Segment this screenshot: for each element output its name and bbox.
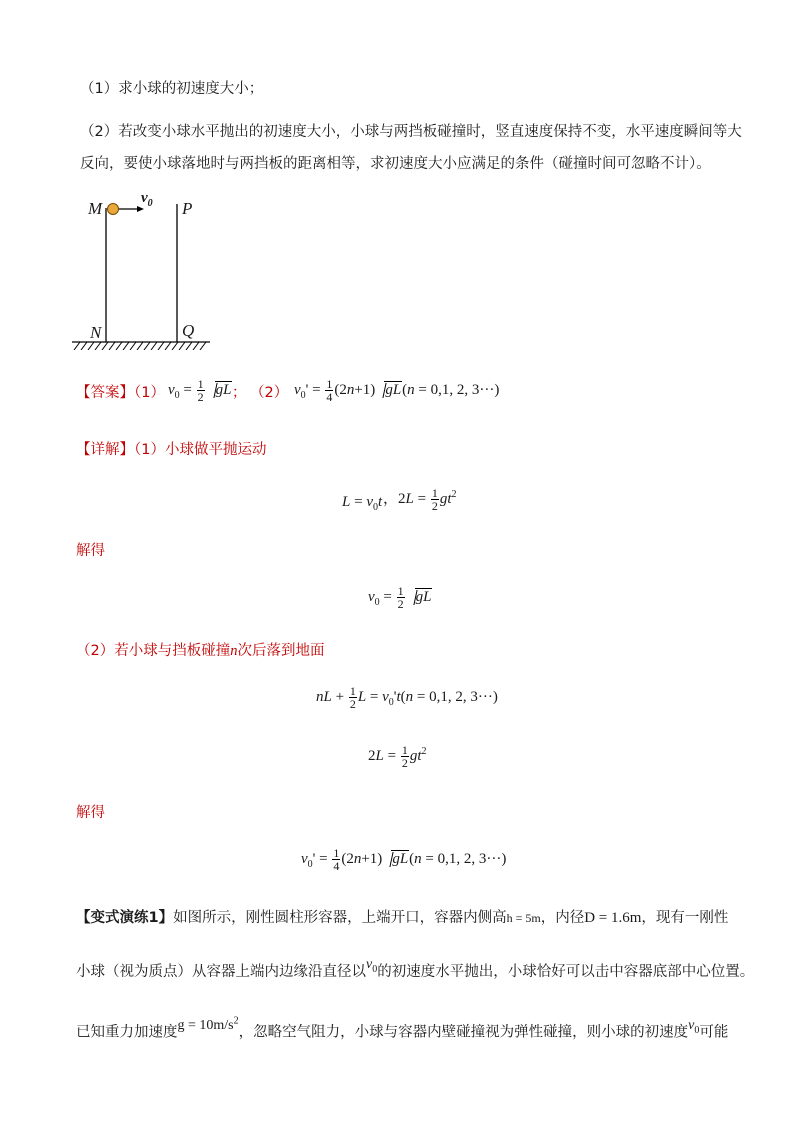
variant-line-3: 已知重力加速度$g = 10m/s^2$，忽略空气阻力，小球与容器内壁碰撞视为弹性碰撞，则小球的初速度$v_0$可能 bbox=[76, 1015, 729, 1041]
question-2-line-1: （2）若改变小球水平抛出的初速度大小，小球与两挡板碰撞时，竖直速度保持不变，水平速度瞬间等大 bbox=[80, 124, 742, 140]
detail-line-2: （2）若小球与挡板碰撞n次后落到地面 bbox=[76, 643, 325, 659]
g-value: $g = 10m/s^2$ bbox=[177, 1015, 239, 1033]
label-n: N bbox=[90, 323, 102, 342]
h-value: h = 5m bbox=[506, 911, 541, 925]
v0-symbol: $v_0$ bbox=[366, 957, 378, 975]
formula-comma: ， bbox=[383, 491, 399, 507]
variant-line-1: 【变式演练1】如图所示，刚性圆柱形容器，上端开口，容器内侧高h = 5m，内径D = 1.6m，现有一刚性 bbox=[76, 910, 729, 926]
ground-hatch bbox=[74, 342, 206, 350]
label-v0: $v_0$ bbox=[141, 190, 153, 209]
solve-label-1: 解得 bbox=[76, 543, 105, 559]
label-m: M bbox=[88, 199, 103, 218]
label-q: Q bbox=[182, 321, 195, 340]
answer-sep: ； bbox=[232, 385, 247, 401]
answer-part2-label: （2） bbox=[250, 385, 289, 401]
v0-symbol-2: $v_0$ bbox=[688, 1017, 700, 1036]
variant-line-2: 小球（视为质点）从容器上端内边缘沿直径以$v_0$的初速度水平抛出，小球恰好可以击中容器底部中心位置。 bbox=[76, 957, 755, 980]
answer-2-formula: $v_0'$ = $\frac{1}{4}$ (2n+1) gL(n = 0,1, 2, 3···) bbox=[294, 377, 500, 404]
answer-part1-label: （1） bbox=[134, 385, 165, 401]
solve-label-2: 解得 bbox=[76, 805, 105, 821]
question-2-line-2: 反向，要使小球落地时与两挡板的距离相等，求初速度大小应满足的条件（碰撞时间可忽略不计）。 bbox=[80, 156, 711, 172]
answer-1-formula: $v_0$ = $\frac{1}{2}$ gL bbox=[168, 377, 232, 404]
answer-line bbox=[76, 383, 165, 403]
variant-tag: 【变式演练1】 bbox=[76, 910, 174, 926]
formula-vertical: 2L = $\frac{1}{2}$ $gt^2$ bbox=[398, 486, 457, 514]
formula-result-2: $v_0'$ = $\frac{1}{4}$ (2n+1) gL(n = 0,1, 2, 3···) bbox=[301, 846, 507, 873]
d-value: D = 1.6m bbox=[584, 910, 642, 926]
ball bbox=[108, 204, 119, 215]
question-1: （1）求小球的初速度大小； bbox=[80, 81, 264, 97]
label-p: P bbox=[182, 199, 193, 218]
formula-collision-vertical: 2L = $\frac{1}{2}$ $gt^2$ bbox=[368, 743, 427, 771]
formula-result-1: $v_0$ = $\frac{1}{2}$ gL bbox=[368, 584, 432, 611]
formula-collision-horizontal: nL + $\frac{1}{2}$ $L = v_0't(n = 0,1$, 2, 3···) bbox=[316, 684, 498, 711]
answer-tag: 【答案】 bbox=[76, 385, 134, 401]
detail-line-1: 【详解】（1）小球做平抛运动 bbox=[76, 442, 267, 458]
formula-horizontal: $L = v_0t$ bbox=[342, 494, 383, 513]
